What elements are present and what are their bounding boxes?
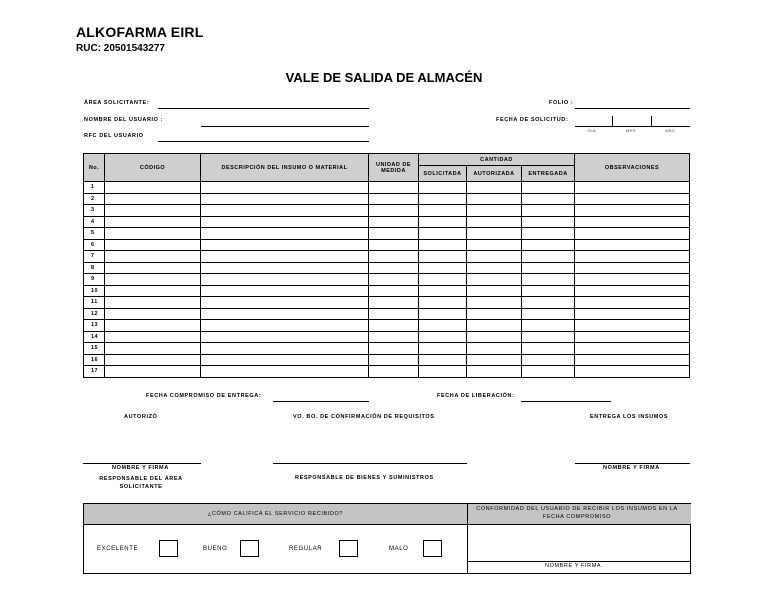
company-ruc: RUC: 20501543277 bbox=[76, 43, 165, 54]
col-unidad: UNIDAD DE MEDIDA bbox=[369, 154, 419, 182]
signature-line-center[interactable] bbox=[273, 463, 467, 464]
table-cell[interactable] bbox=[575, 354, 690, 366]
table-cell[interactable] bbox=[419, 274, 467, 286]
rating-divider bbox=[467, 524, 468, 573]
table-cell[interactable] bbox=[575, 262, 690, 274]
table-row bbox=[84, 354, 690, 366]
table-cell[interactable] bbox=[522, 308, 575, 320]
table-cell[interactable] bbox=[201, 193, 369, 205]
fecha-compromiso-label: FECHA COMPROMISO DE ENTREGA: bbox=[146, 393, 262, 399]
col-entregada: ENTREGADA bbox=[522, 166, 575, 182]
table-cell[interactable] bbox=[201, 216, 369, 228]
table-cell[interactable] bbox=[575, 343, 690, 355]
row-number: 10 bbox=[84, 285, 105, 297]
vobo-label: VO. BO. DE CONFIRMACIÓN DE REQUISITOS bbox=[293, 414, 435, 420]
row-number: 3 bbox=[84, 205, 105, 217]
table-cell[interactable] bbox=[105, 205, 201, 217]
table-cell[interactable] bbox=[522, 297, 575, 309]
table-cell[interactable] bbox=[105, 239, 201, 251]
table-row bbox=[84, 308, 690, 320]
option-excelente-label: EXCELENTE bbox=[97, 546, 139, 552]
col-cantidad: CANTIDAD bbox=[419, 154, 575, 166]
table-cell[interactable] bbox=[575, 285, 690, 297]
table-row bbox=[84, 182, 690, 194]
table-cell[interactable] bbox=[201, 251, 369, 263]
option-bueno-label: BUENO bbox=[203, 546, 228, 552]
table-cell[interactable] bbox=[105, 193, 201, 205]
table-cell[interactable] bbox=[105, 216, 201, 228]
table-cell[interactable] bbox=[105, 228, 201, 240]
table-cell[interactable] bbox=[467, 343, 522, 355]
table-row bbox=[84, 216, 690, 228]
table-row bbox=[84, 251, 690, 263]
table-cell[interactable] bbox=[467, 182, 522, 194]
table-row bbox=[84, 297, 690, 309]
table-cell[interactable] bbox=[522, 285, 575, 297]
table-cell[interactable] bbox=[105, 182, 201, 194]
table-cell[interactable] bbox=[522, 251, 575, 263]
table-cell[interactable] bbox=[419, 308, 467, 320]
table-cell[interactable] bbox=[105, 297, 201, 309]
table-cell[interactable] bbox=[575, 331, 690, 343]
col-no: No. bbox=[84, 154, 105, 182]
table-cell[interactable] bbox=[419, 366, 467, 378]
table-cell[interactable] bbox=[201, 239, 369, 251]
table-row bbox=[84, 193, 690, 205]
table-cell[interactable] bbox=[467, 320, 522, 332]
row-number: 11 bbox=[84, 297, 105, 309]
table-row bbox=[84, 228, 690, 240]
table-cell[interactable] bbox=[369, 216, 419, 228]
table-cell[interactable] bbox=[419, 216, 467, 228]
signature-line-left[interactable] bbox=[83, 463, 201, 464]
table-cell[interactable] bbox=[201, 320, 369, 332]
table-cell[interactable] bbox=[522, 193, 575, 205]
table-row bbox=[84, 320, 690, 332]
table-cell[interactable] bbox=[575, 297, 690, 309]
table-cell[interactable] bbox=[467, 366, 522, 378]
table-cell[interactable] bbox=[369, 274, 419, 286]
table-row bbox=[84, 274, 690, 286]
table-cell[interactable] bbox=[369, 366, 419, 378]
row-number: 14 bbox=[84, 331, 105, 343]
folio-field[interactable] bbox=[575, 108, 690, 109]
table-cell[interactable] bbox=[419, 262, 467, 274]
table-cell[interactable] bbox=[201, 331, 369, 343]
table-cell[interactable] bbox=[105, 366, 201, 378]
row-number: 16 bbox=[84, 354, 105, 366]
table-cell[interactable] bbox=[419, 182, 467, 194]
table-cell[interactable] bbox=[575, 239, 690, 251]
date-divider-1 bbox=[612, 116, 613, 126]
row-number: 4 bbox=[84, 216, 105, 228]
table-cell[interactable] bbox=[575, 228, 690, 240]
table-cell[interactable] bbox=[522, 320, 575, 332]
table-cell[interactable] bbox=[201, 308, 369, 320]
table-cell[interactable] bbox=[369, 205, 419, 217]
option-regular-label: REGULAR bbox=[289, 546, 323, 552]
table-cell[interactable] bbox=[522, 274, 575, 286]
row-number: 5 bbox=[84, 228, 105, 240]
table-row bbox=[84, 366, 690, 378]
table-cell[interactable] bbox=[419, 320, 467, 332]
table-cell[interactable] bbox=[522, 354, 575, 366]
option-excelente-checkbox[interactable] bbox=[159, 540, 178, 557]
row-number: 1 bbox=[84, 182, 105, 194]
user-field[interactable] bbox=[201, 126, 369, 127]
col-observaciones: OBSERVACIONES bbox=[575, 154, 690, 182]
table-cell[interactable] bbox=[201, 274, 369, 286]
table-cell[interactable] bbox=[369, 331, 419, 343]
table-row bbox=[84, 205, 690, 217]
table-cell[interactable] bbox=[419, 205, 467, 217]
table-cell[interactable] bbox=[419, 331, 467, 343]
table-cell[interactable] bbox=[522, 239, 575, 251]
table-cell[interactable] bbox=[105, 331, 201, 343]
table-row bbox=[84, 285, 690, 297]
rfc-label: RFC DEL USUARIO bbox=[84, 133, 144, 139]
table-cell[interactable] bbox=[575, 274, 690, 286]
mes-label: MES bbox=[626, 128, 637, 133]
option-malo-checkbox[interactable] bbox=[423, 540, 442, 557]
responsable-area: RESPONSABLE DEL ÁREA SOLICITANTE bbox=[99, 476, 183, 490]
signature-line-right[interactable] bbox=[575, 463, 690, 464]
table-cell[interactable] bbox=[575, 308, 690, 320]
table-cell[interactable] bbox=[419, 228, 467, 240]
fecha-solicitud-label: FECHA DE SOLICITUD: bbox=[496, 117, 569, 123]
option-malo-label: MALO bbox=[389, 546, 409, 552]
table-cell[interactable] bbox=[575, 193, 690, 205]
table-cell[interactable] bbox=[467, 205, 522, 217]
rating-question: ¿CÓMO CALIFICA EL SERVICIO RECIBIDO? bbox=[208, 511, 343, 517]
fecha-compromiso-field[interactable] bbox=[273, 401, 369, 402]
table-cell[interactable] bbox=[575, 205, 690, 217]
table-cell[interactable] bbox=[369, 182, 419, 194]
area-field[interactable] bbox=[158, 108, 369, 109]
responsable-bienes: RESPONSABLE DE BIENES Y SUMINISTROS bbox=[295, 475, 434, 481]
fecha-liberacion-field[interactable] bbox=[521, 401, 611, 402]
folio-label: FOLIO : bbox=[549, 100, 574, 106]
table-cell[interactable] bbox=[201, 285, 369, 297]
table-cell[interactable] bbox=[201, 343, 369, 355]
table-cell[interactable] bbox=[201, 182, 369, 194]
option-regular-checkbox[interactable] bbox=[339, 540, 358, 557]
table-cell[interactable] bbox=[105, 308, 201, 320]
nombre-firma-left: NOMBRE Y FIRMA bbox=[112, 465, 169, 471]
row-number: 8 bbox=[84, 262, 105, 274]
table-cell[interactable] bbox=[105, 251, 201, 263]
row-number: 9 bbox=[84, 274, 105, 286]
table-cell[interactable] bbox=[522, 228, 575, 240]
table-row bbox=[84, 331, 690, 343]
company-name: ALKOFARMA EIRL bbox=[76, 24, 204, 40]
table-row bbox=[84, 239, 690, 251]
table-cell[interactable] bbox=[467, 216, 522, 228]
row-number: 13 bbox=[84, 320, 105, 332]
table-cell[interactable] bbox=[369, 262, 419, 274]
entrega-label: ENTREGA LOS INSUMOS bbox=[590, 414, 669, 420]
conformidad-text: CONFORMIDAD DEL USUARIO DE RECIBIR LOS INSUMOS EN LA FECHA COMPROMISO bbox=[476, 506, 678, 520]
option-bueno-checkbox[interactable] bbox=[240, 540, 259, 557]
table-cell[interactable] bbox=[201, 228, 369, 240]
fecha-solicitud-field[interactable] bbox=[575, 126, 690, 127]
rating-section bbox=[83, 503, 691, 574]
table-cell[interactable] bbox=[369, 228, 419, 240]
signature-divider bbox=[467, 561, 690, 562]
table-cell[interactable] bbox=[369, 193, 419, 205]
table-cell[interactable] bbox=[467, 308, 522, 320]
table-cell[interactable] bbox=[105, 343, 201, 355]
table-cell[interactable] bbox=[467, 228, 522, 240]
col-solicitada: SOLICITADA bbox=[419, 166, 467, 182]
table-cell[interactable] bbox=[369, 239, 419, 251]
row-number: 2 bbox=[84, 193, 105, 205]
ano-label: AÑO bbox=[665, 128, 676, 133]
table-cell[interactable] bbox=[522, 262, 575, 274]
table-cell[interactable] bbox=[522, 182, 575, 194]
table-cell[interactable] bbox=[369, 320, 419, 332]
table-cell[interactable] bbox=[369, 343, 419, 355]
area-label: ÁREA SOLICITANTE: bbox=[84, 100, 150, 106]
table-cell[interactable] bbox=[575, 251, 690, 263]
table-cell[interactable] bbox=[105, 274, 201, 286]
table-cell[interactable] bbox=[467, 331, 522, 343]
table-cell[interactable] bbox=[522, 216, 575, 228]
table-cell[interactable] bbox=[201, 205, 369, 217]
table-cell[interactable] bbox=[467, 285, 522, 297]
table-cell[interactable] bbox=[522, 205, 575, 217]
col-autorizada: AUTORIZADA bbox=[467, 166, 522, 182]
table-cell[interactable] bbox=[369, 285, 419, 297]
table-cell[interactable] bbox=[105, 354, 201, 366]
table-cell[interactable] bbox=[467, 262, 522, 274]
rfc-field[interactable] bbox=[158, 141, 369, 142]
row-number: 6 bbox=[84, 239, 105, 251]
table-cell[interactable] bbox=[419, 193, 467, 205]
conformidad-header bbox=[467, 504, 691, 525]
table-cell[interactable] bbox=[575, 182, 690, 194]
table-cell[interactable] bbox=[467, 251, 522, 263]
table-cell[interactable] bbox=[419, 251, 467, 263]
table-cell[interactable] bbox=[201, 262, 369, 274]
dia-label: DIA bbox=[588, 128, 597, 133]
table-cell[interactable] bbox=[369, 308, 419, 320]
table-cell[interactable] bbox=[522, 343, 575, 355]
table-row bbox=[84, 262, 690, 274]
table-cell[interactable] bbox=[522, 366, 575, 378]
date-divider-2 bbox=[651, 116, 652, 126]
row-number: 17 bbox=[84, 366, 105, 378]
table-cell[interactable] bbox=[575, 320, 690, 332]
table-cell[interactable] bbox=[467, 193, 522, 205]
table-cell[interactable] bbox=[419, 343, 467, 355]
autorizo-label: AUTORIZÓ bbox=[124, 414, 158, 420]
table-cell[interactable] bbox=[467, 354, 522, 366]
items-table bbox=[83, 153, 690, 378]
table-cell[interactable] bbox=[201, 354, 369, 366]
nombre-firma-right: NOMBRE Y FIRMA bbox=[603, 465, 660, 471]
user-label: NOMBRE DEL USUARIO : bbox=[84, 117, 164, 123]
fecha-liberacion-label: FECHA DE LIBERACIÓN: bbox=[437, 393, 515, 399]
table-cell[interactable] bbox=[105, 262, 201, 274]
table-cell[interactable] bbox=[201, 366, 369, 378]
rating-nombre-firma: NOMBRE Y FIRMA bbox=[545, 563, 602, 569]
col-codigo: CÓDIGO bbox=[105, 154, 201, 182]
table-cell[interactable] bbox=[419, 239, 467, 251]
table-row bbox=[84, 343, 690, 355]
table-cell[interactable] bbox=[575, 216, 690, 228]
table-cell[interactable] bbox=[419, 285, 467, 297]
table-cell[interactable] bbox=[419, 354, 467, 366]
table-cell[interactable] bbox=[467, 239, 522, 251]
row-number: 15 bbox=[84, 343, 105, 355]
row-number: 7 bbox=[84, 251, 105, 263]
table-cell[interactable] bbox=[369, 354, 419, 366]
table-cell[interactable] bbox=[467, 274, 522, 286]
table-cell[interactable] bbox=[467, 297, 522, 309]
rating-header bbox=[84, 504, 467, 525]
table-cell[interactable] bbox=[369, 297, 419, 309]
table-cell[interactable] bbox=[369, 251, 419, 263]
table-cell[interactable] bbox=[575, 366, 690, 378]
table-cell[interactable] bbox=[419, 297, 467, 309]
table-cell[interactable] bbox=[522, 331, 575, 343]
row-number: 12 bbox=[84, 308, 105, 320]
table-cell[interactable] bbox=[105, 285, 201, 297]
col-descripcion: DESCRIPCIÓN DEL INSUMO O MATERIAL bbox=[201, 154, 369, 182]
document-title: VALE DE SALIDA DE ALMACÉN bbox=[285, 70, 483, 85]
table-cell[interactable] bbox=[201, 297, 369, 309]
table-cell[interactable] bbox=[105, 320, 201, 332]
